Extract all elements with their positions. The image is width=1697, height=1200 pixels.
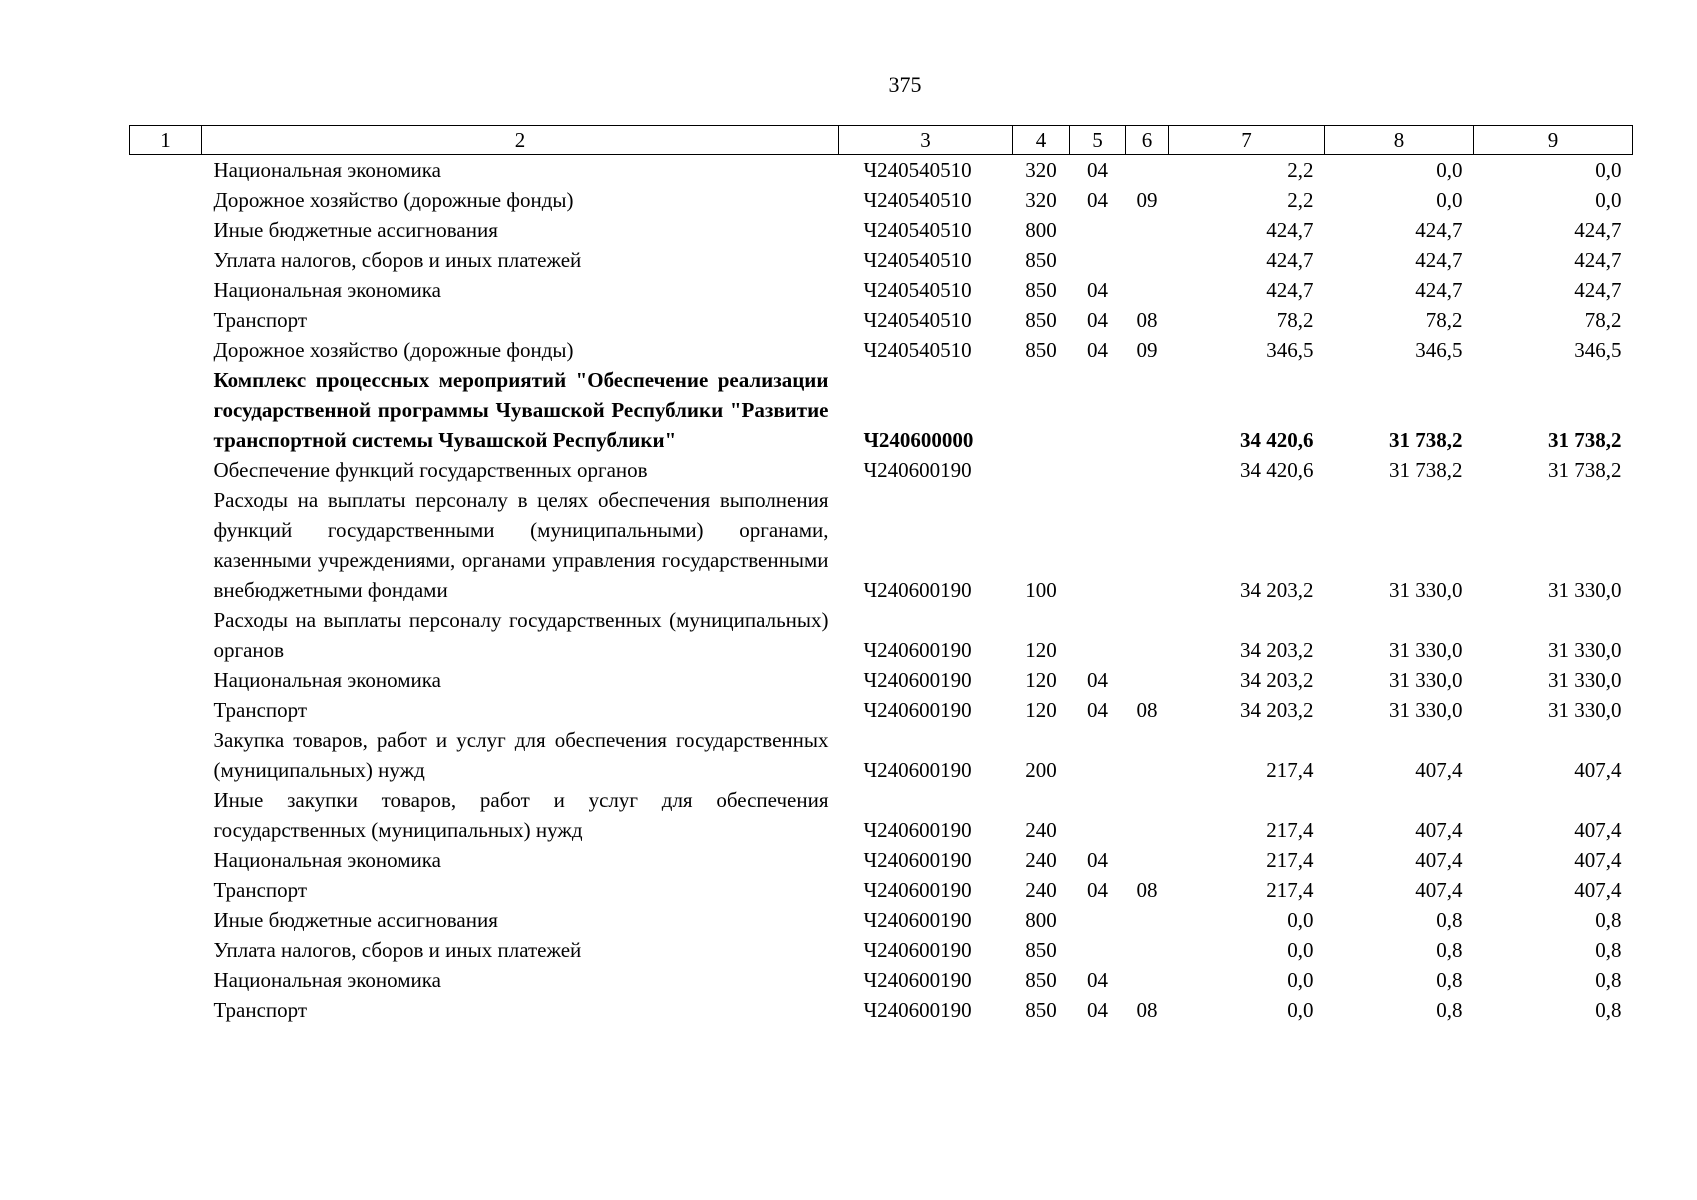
cell-code: Ч240540510 bbox=[863, 158, 972, 182]
cell-pr bbox=[1126, 935, 1169, 965]
cell-vr: 850 bbox=[1025, 308, 1057, 332]
cell-code: Ч240600190 bbox=[863, 818, 972, 842]
cell-name: Дорожное хозяйство (дорожные фонды) bbox=[213, 188, 574, 212]
table-row bbox=[130, 725, 1633, 785]
table-row bbox=[130, 695, 1633, 725]
cell-value-9: 31 738,2 bbox=[1548, 458, 1622, 482]
cell-value-7: 0,0 bbox=[1287, 968, 1314, 992]
cell-col-1 bbox=[130, 485, 202, 605]
cell-code: Ч240600190 bbox=[863, 578, 972, 602]
cell-value-8: 0,8 bbox=[1436, 998, 1463, 1022]
cell-value-7: 2,2 bbox=[1287, 188, 1314, 212]
table-header bbox=[130, 126, 1633, 155]
cell-vr: 850 bbox=[1025, 938, 1057, 962]
cell-pr bbox=[1126, 725, 1169, 785]
cell-code: Ч240600000 bbox=[863, 428, 974, 452]
cell-value-7: 217,4 bbox=[1266, 818, 1314, 842]
table-row bbox=[130, 305, 1633, 335]
cell-pr bbox=[1126, 905, 1169, 935]
cell-value-8: 407,4 bbox=[1415, 758, 1463, 782]
table-row bbox=[130, 455, 1633, 485]
cell-rz: 04 bbox=[1087, 188, 1108, 212]
cell-pr: 08 bbox=[1136, 698, 1158, 722]
cell-col-1 bbox=[130, 245, 202, 275]
cell-value-9: 407,4 bbox=[1574, 758, 1622, 782]
table-row bbox=[130, 185, 1633, 215]
cell-col-1 bbox=[130, 695, 202, 725]
cell-value-7: 217,4 bbox=[1266, 758, 1314, 782]
cell-vr: 120 bbox=[1025, 668, 1057, 692]
cell-rz: 04 bbox=[1087, 698, 1108, 722]
cell-value-9: 424,7 bbox=[1574, 218, 1622, 242]
cell-rz: 04 bbox=[1087, 278, 1108, 302]
cell-pr bbox=[1126, 275, 1169, 305]
cell-value-8: 31 330,0 bbox=[1389, 698, 1463, 722]
cell-vr bbox=[1013, 365, 1070, 455]
cell-pr bbox=[1126, 605, 1169, 665]
cell-value-9: 31 330,0 bbox=[1548, 698, 1622, 722]
cell-rz: 04 bbox=[1087, 668, 1108, 692]
table-row bbox=[130, 965, 1633, 995]
cell-name: Дорожное хозяйство (дорожные фонды) bbox=[213, 338, 574, 362]
cell-value-7: 34 203,2 bbox=[1240, 698, 1314, 722]
cell-code: Ч240600190 bbox=[863, 938, 972, 962]
cell-value-8: 0,0 bbox=[1436, 188, 1463, 212]
cell-rz bbox=[1070, 905, 1126, 935]
header-col-5: 5 bbox=[1070, 126, 1126, 155]
cell-value-7: 424,7 bbox=[1266, 278, 1314, 302]
cell-vr: 800 bbox=[1025, 218, 1057, 242]
cell-value-8: 424,7 bbox=[1415, 248, 1463, 272]
cell-rz bbox=[1070, 455, 1126, 485]
cell-col-1 bbox=[130, 845, 202, 875]
cell-pr bbox=[1126, 155, 1169, 186]
cell-col-1 bbox=[130, 275, 202, 305]
budget-table bbox=[129, 125, 1633, 1025]
cell-value-9: 31 330,0 bbox=[1548, 668, 1622, 692]
cell-value-8: 0,8 bbox=[1436, 938, 1463, 962]
header-col-8: 8 bbox=[1325, 126, 1474, 155]
table-row bbox=[130, 665, 1633, 695]
cell-vr: 800 bbox=[1025, 908, 1057, 932]
cell-code: Ч240540510 bbox=[863, 218, 972, 242]
cell-rz bbox=[1070, 785, 1126, 845]
cell-rz: 04 bbox=[1087, 848, 1108, 872]
table-row bbox=[130, 335, 1633, 365]
table-row bbox=[130, 905, 1633, 935]
cell-col-1 bbox=[130, 155, 202, 186]
cell-name: Уплата налогов, сборов и иных платежей bbox=[213, 938, 582, 962]
cell-name: Комплекс процессных мероприятий "Обеспечение реализации государственной программы Чувашской Республики "Развитие транспортной системы Чувашской Республики" bbox=[213, 368, 829, 452]
cell-vr: 850 bbox=[1025, 338, 1057, 362]
cell-pr bbox=[1126, 845, 1169, 875]
cell-pr bbox=[1126, 455, 1169, 485]
cell-col-1 bbox=[130, 605, 202, 665]
cell-value-7: 34 203,2 bbox=[1240, 638, 1314, 662]
cell-value-9: 0,0 bbox=[1595, 158, 1622, 182]
cell-name: Транспорт bbox=[213, 878, 308, 902]
cell-pr bbox=[1126, 785, 1169, 845]
cell-rz bbox=[1070, 245, 1126, 275]
table-body bbox=[130, 155, 1633, 1026]
cell-value-7: 34 420,6 bbox=[1240, 458, 1314, 482]
cell-pr: 08 bbox=[1136, 998, 1158, 1022]
cell-col-1 bbox=[130, 185, 202, 215]
cell-value-9: 346,5 bbox=[1574, 338, 1622, 362]
cell-code: Ч240600190 bbox=[863, 638, 972, 662]
cell-value-9: 407,4 bbox=[1574, 878, 1622, 902]
cell-pr bbox=[1126, 665, 1169, 695]
cell-value-8: 31 330,0 bbox=[1389, 638, 1463, 662]
table-row bbox=[130, 275, 1633, 305]
header-col-2: 2 bbox=[202, 126, 839, 155]
cell-pr bbox=[1126, 965, 1169, 995]
cell-value-7: 217,4 bbox=[1266, 848, 1314, 872]
cell-col-1 bbox=[130, 995, 202, 1025]
cell-col-1 bbox=[130, 905, 202, 935]
cell-value-7: 34 203,2 bbox=[1240, 668, 1314, 692]
cell-name: Транспорт bbox=[213, 998, 308, 1022]
cell-name: Закупка товаров, работ и услуг для обеспечения государственных (муниципальных) нужд bbox=[213, 728, 829, 782]
cell-name: Обеспечение функций государственных органов bbox=[213, 458, 648, 482]
table-row bbox=[130, 875, 1633, 905]
cell-value-8: 31 330,0 bbox=[1389, 668, 1463, 692]
cell-col-1 bbox=[130, 725, 202, 785]
cell-pr bbox=[1126, 485, 1169, 605]
cell-value-9: 0,8 bbox=[1595, 968, 1622, 992]
cell-vr: 120 bbox=[1025, 638, 1057, 662]
table-row bbox=[130, 935, 1633, 965]
cell-pr bbox=[1126, 245, 1169, 275]
cell-value-7: 424,7 bbox=[1266, 248, 1314, 272]
cell-col-1 bbox=[130, 365, 202, 455]
cell-pr bbox=[1126, 365, 1169, 455]
cell-rz bbox=[1070, 215, 1126, 245]
cell-value-8: 424,7 bbox=[1415, 278, 1463, 302]
header-col-9: 9 bbox=[1474, 126, 1633, 155]
cell-value-9: 0,8 bbox=[1595, 938, 1622, 962]
header-col-6: 6 bbox=[1126, 126, 1169, 155]
cell-vr: 850 bbox=[1025, 248, 1057, 272]
cell-value-8: 424,7 bbox=[1415, 218, 1463, 242]
cell-pr bbox=[1126, 215, 1169, 245]
cell-vr: 240 bbox=[1025, 878, 1057, 902]
cell-code: Ч240540510 bbox=[863, 338, 972, 362]
cell-pr: 09 bbox=[1136, 338, 1158, 362]
cell-vr bbox=[1013, 455, 1070, 485]
cell-value-8: 346,5 bbox=[1415, 338, 1463, 362]
cell-code: Ч240600190 bbox=[863, 908, 972, 932]
header-col-4: 4 bbox=[1013, 126, 1070, 155]
page-number: 375 bbox=[888, 72, 922, 97]
cell-value-7: 346,5 bbox=[1266, 338, 1314, 362]
cell-rz bbox=[1070, 935, 1126, 965]
cell-col-1 bbox=[130, 875, 202, 905]
cell-name: Иные закупки товаров, работ и услуг для обеспечения государственных (муниципальных) нужд bbox=[213, 788, 829, 842]
cell-col-1 bbox=[130, 335, 202, 365]
cell-name: Национальная экономика bbox=[213, 278, 441, 302]
cell-col-1 bbox=[130, 305, 202, 335]
cell-rz bbox=[1070, 365, 1126, 455]
cell-col-1 bbox=[130, 215, 202, 245]
cell-vr: 200 bbox=[1025, 758, 1057, 782]
cell-rz: 04 bbox=[1087, 308, 1108, 332]
cell-value-7: 34 420,6 bbox=[1240, 428, 1314, 452]
cell-value-9: 31 330,0 bbox=[1548, 578, 1622, 602]
cell-value-9: 407,4 bbox=[1574, 818, 1622, 842]
cell-vr: 320 bbox=[1025, 158, 1057, 182]
cell-rz bbox=[1070, 725, 1126, 785]
cell-value-7: 0,0 bbox=[1287, 998, 1314, 1022]
cell-code: Ч240540510 bbox=[863, 278, 972, 302]
cell-name: Национальная экономика bbox=[213, 668, 441, 692]
cell-vr: 320 bbox=[1025, 188, 1057, 212]
cell-code: Ч240540510 bbox=[863, 248, 972, 272]
cell-name: Расходы на выплаты персоналу государственных (муниципальных) органов bbox=[213, 608, 829, 662]
cell-name: Национальная экономика bbox=[213, 968, 441, 992]
cell-value-8: 0,0 bbox=[1436, 158, 1463, 182]
cell-vr: 850 bbox=[1025, 968, 1057, 992]
cell-col-1 bbox=[130, 965, 202, 995]
cell-col-1 bbox=[130, 935, 202, 965]
cell-pr: 09 bbox=[1136, 188, 1158, 212]
cell-value-8: 31 738,2 bbox=[1389, 458, 1463, 482]
table-row bbox=[130, 365, 1633, 455]
cell-rz bbox=[1070, 485, 1126, 605]
cell-code: Ч240600190 bbox=[863, 998, 972, 1022]
table-row bbox=[130, 995, 1633, 1025]
cell-pr: 08 bbox=[1136, 878, 1158, 902]
table-row bbox=[130, 215, 1633, 245]
cell-pr: 08 bbox=[1136, 308, 1158, 332]
cell-rz: 04 bbox=[1087, 158, 1108, 182]
cell-value-8: 0,8 bbox=[1436, 968, 1463, 992]
cell-rz: 04 bbox=[1087, 998, 1108, 1022]
cell-value-9: 78,2 bbox=[1584, 308, 1622, 332]
cell-code: Ч240600190 bbox=[863, 758, 972, 782]
cell-vr: 120 bbox=[1025, 698, 1057, 722]
cell-col-1 bbox=[130, 665, 202, 695]
table-row bbox=[130, 845, 1633, 875]
cell-value-7: 2,2 bbox=[1287, 158, 1314, 182]
cell-value-8: 407,4 bbox=[1415, 848, 1463, 872]
header-col-7: 7 bbox=[1169, 126, 1325, 155]
cell-value-8: 31 330,0 bbox=[1389, 578, 1463, 602]
cell-code: Ч240600190 bbox=[863, 458, 972, 482]
cell-name: Национальная экономика bbox=[213, 848, 441, 872]
cell-name: Расходы на выплаты персоналу в целях обеспечения выполнения функций государственными (муниципальными) органами, казенными учреждениями, органами управления государственными внебюджетными фондами bbox=[213, 488, 829, 602]
cell-col-1 bbox=[130, 455, 202, 485]
cell-value-9: 407,4 bbox=[1574, 848, 1622, 872]
cell-code: Ч240600190 bbox=[863, 848, 972, 872]
cell-vr: 240 bbox=[1025, 818, 1057, 842]
cell-vr: 850 bbox=[1025, 998, 1057, 1022]
header-col-1: 1 bbox=[130, 126, 202, 155]
cell-code: Ч240600190 bbox=[863, 668, 972, 692]
table-row bbox=[130, 485, 1633, 605]
cell-name: Транспорт bbox=[213, 698, 308, 722]
cell-value-7: 34 203,2 bbox=[1240, 578, 1314, 602]
cell-value-8: 78,2 bbox=[1425, 308, 1463, 332]
table-row bbox=[130, 155, 1633, 186]
table-row bbox=[130, 245, 1633, 275]
cell-rz bbox=[1070, 605, 1126, 665]
cell-code: Ч240600190 bbox=[863, 698, 972, 722]
cell-rz: 04 bbox=[1087, 878, 1108, 902]
cell-name: Иные бюджетные ассигнования bbox=[213, 908, 498, 932]
cell-value-9: 31 738,2 bbox=[1548, 428, 1622, 452]
cell-value-7: 217,4 bbox=[1266, 878, 1314, 902]
cell-code: Ч240540510 bbox=[863, 308, 972, 332]
cell-value-9: 31 330,0 bbox=[1548, 638, 1622, 662]
cell-value-7: 0,0 bbox=[1287, 908, 1314, 932]
cell-vr: 850 bbox=[1025, 278, 1057, 302]
cell-value-7: 0,0 bbox=[1287, 938, 1314, 962]
cell-code: Ч240600190 bbox=[863, 878, 972, 902]
cell-rz: 04 bbox=[1087, 968, 1108, 992]
cell-value-9: 0,8 bbox=[1595, 908, 1622, 932]
cell-name: Транспорт bbox=[213, 308, 308, 332]
cell-value-7: 424,7 bbox=[1266, 218, 1314, 242]
cell-value-8: 407,4 bbox=[1415, 818, 1463, 842]
cell-value-8: 0,8 bbox=[1436, 908, 1463, 932]
cell-value-8: 407,4 bbox=[1415, 878, 1463, 902]
cell-code: Ч240540510 bbox=[863, 188, 972, 212]
cell-vr: 240 bbox=[1025, 848, 1057, 872]
cell-col-1 bbox=[130, 785, 202, 845]
header-col-3: 3 bbox=[839, 126, 1013, 155]
table-row bbox=[130, 785, 1633, 845]
table-row bbox=[130, 605, 1633, 665]
cell-code: Ч240600190 bbox=[863, 968, 972, 992]
cell-value-9: 0,8 bbox=[1595, 998, 1622, 1022]
cell-rz: 04 bbox=[1087, 338, 1108, 362]
cell-value-9: 0,0 bbox=[1595, 188, 1622, 212]
cell-name: Иные бюджетные ассигнования bbox=[213, 218, 498, 242]
cell-value-8: 31 738,2 bbox=[1389, 428, 1463, 452]
cell-name: Национальная экономика bbox=[213, 158, 441, 182]
cell-value-9: 424,7 bbox=[1574, 248, 1622, 272]
cell-value-9: 424,7 bbox=[1574, 278, 1622, 302]
cell-name: Уплата налогов, сборов и иных платежей bbox=[213, 248, 582, 272]
cell-vr: 100 bbox=[1025, 578, 1057, 602]
cell-value-7: 78,2 bbox=[1276, 308, 1314, 332]
header-row bbox=[130, 126, 1633, 155]
